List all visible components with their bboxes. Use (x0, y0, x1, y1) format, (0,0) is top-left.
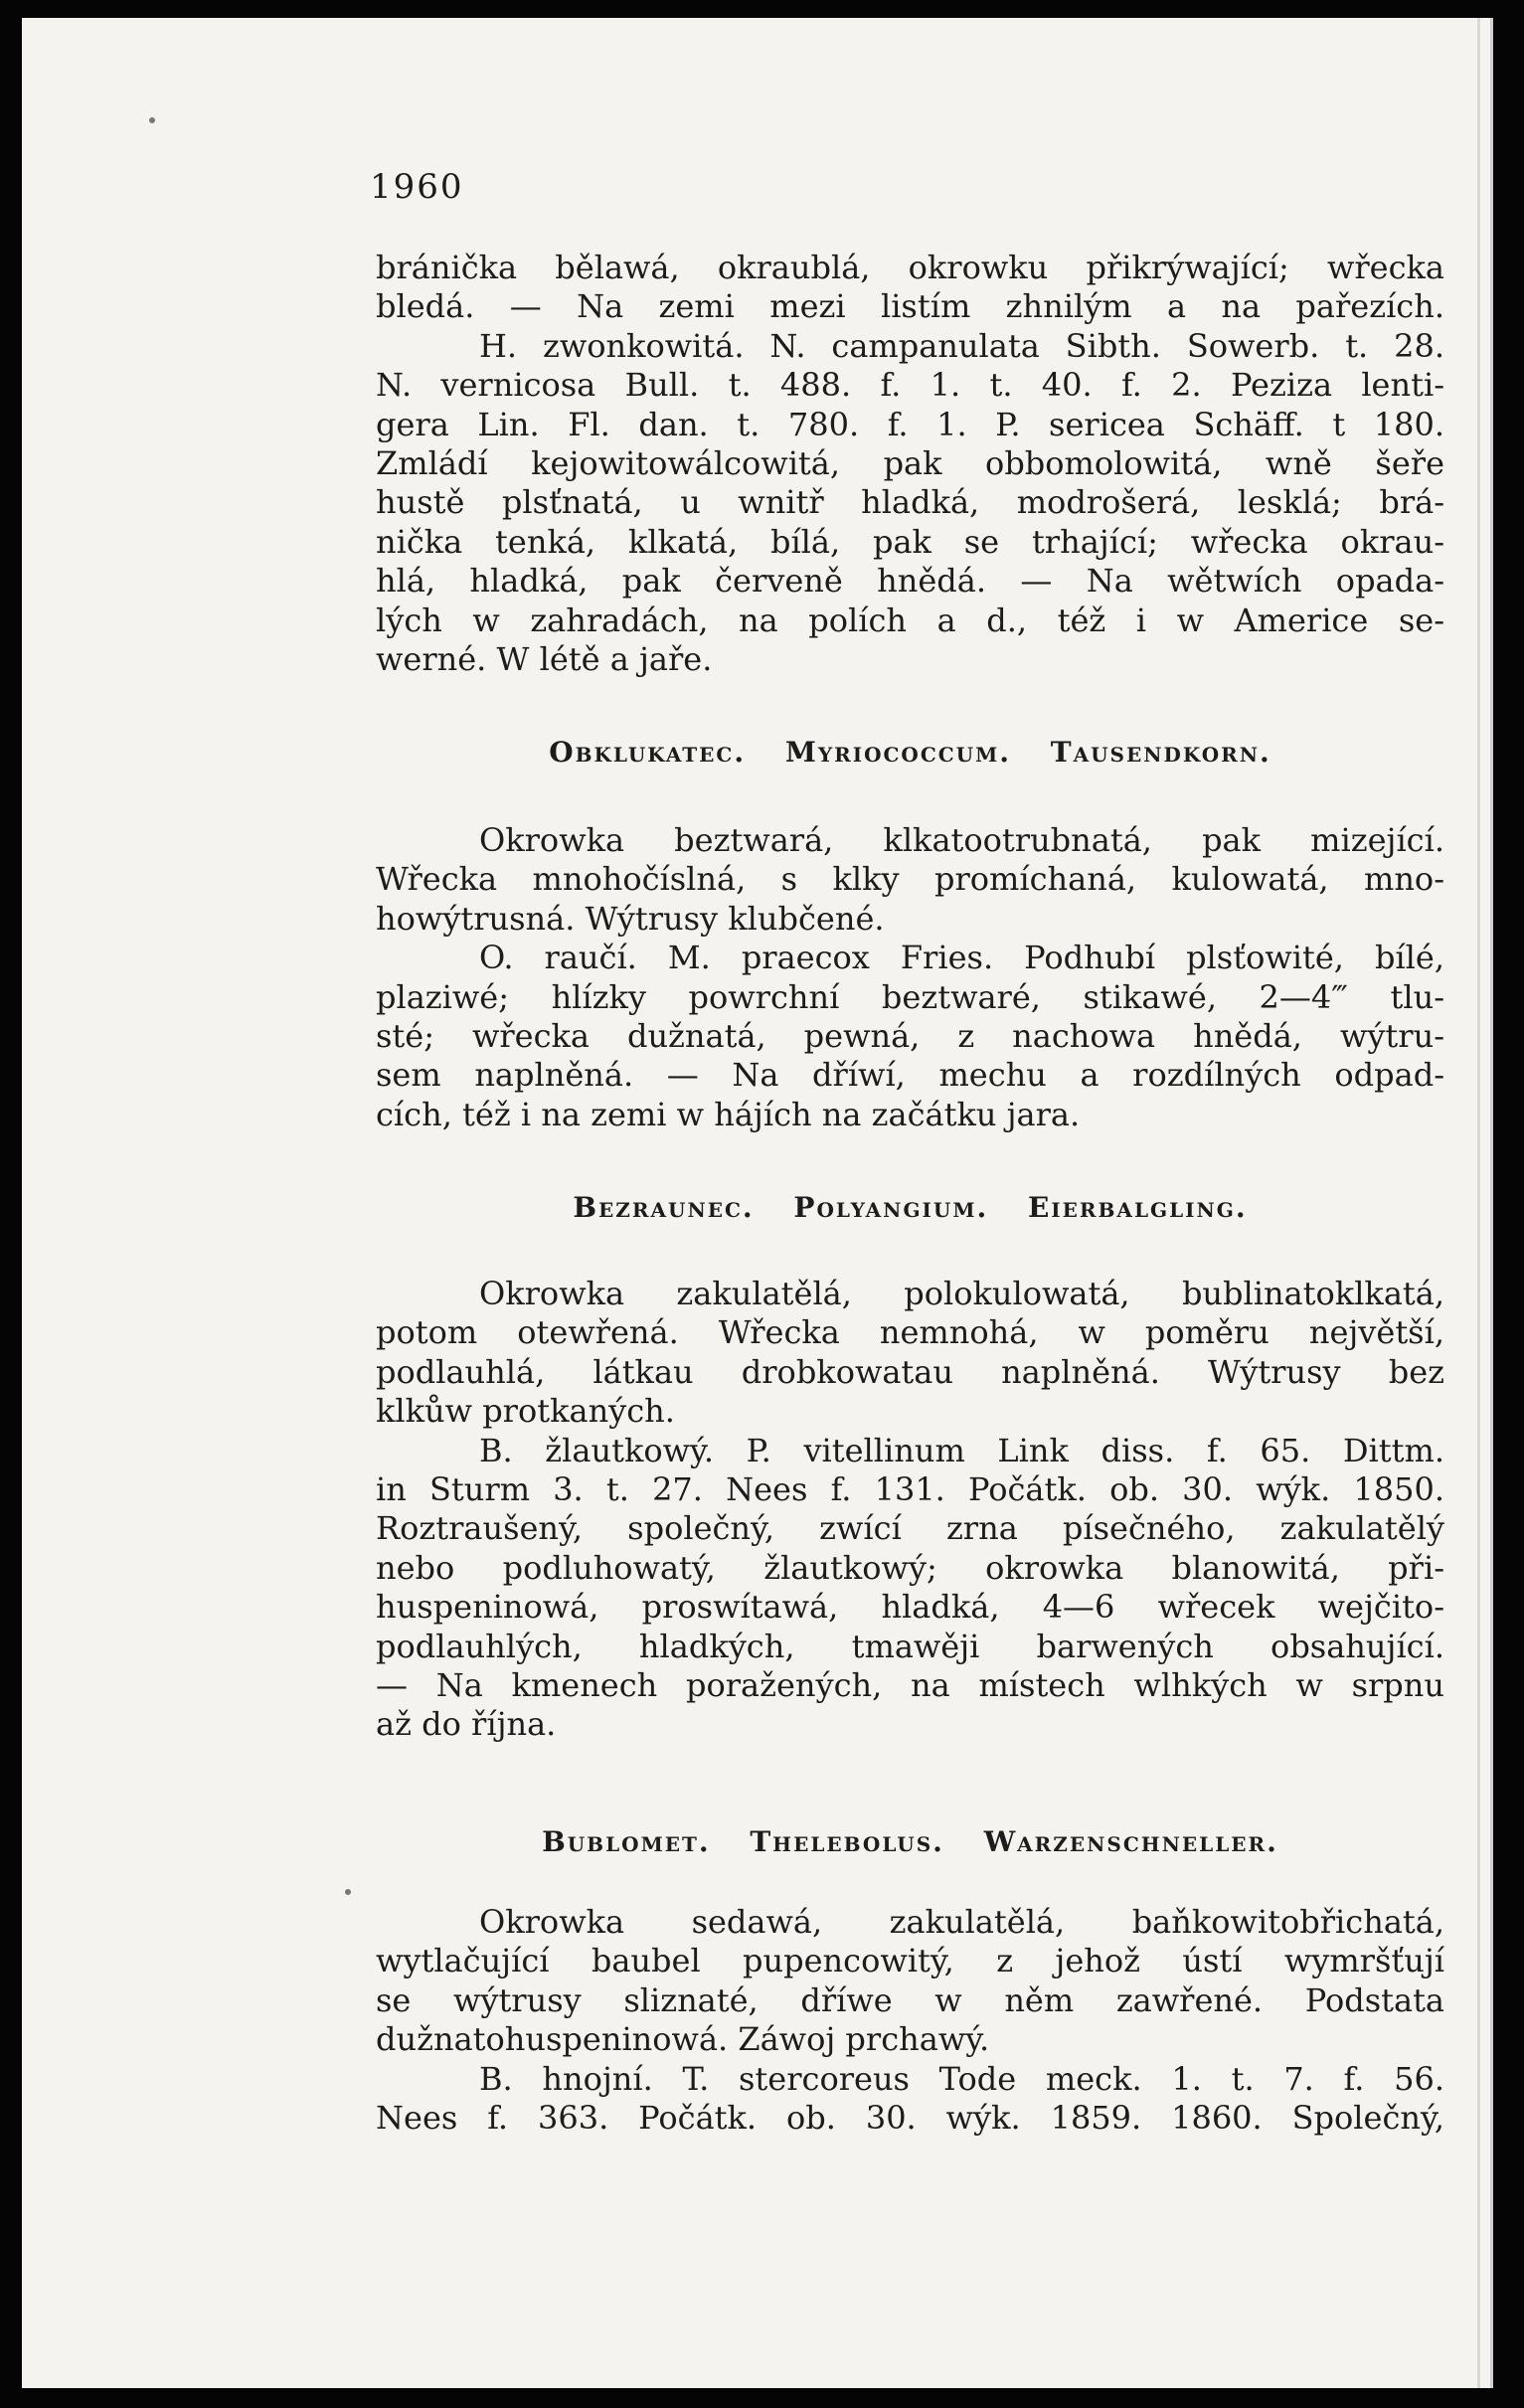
text-line: gera Lin. Fl. dan. t. 780. f. 1. P. sericea Schäff. t 180. (376, 405, 1444, 443)
text-line: hlá, hladká, pak červeně hnědá. — Na wětwích opada- (376, 562, 1444, 601)
text-line: až do října. (376, 1705, 557, 1744)
text-line: Roztraušený, společný, zwící zrna písečného, zakulatělý (376, 1509, 1444, 1548)
genus-czech-name: Bezraunec. (573, 1191, 755, 1224)
text-line: in Sturm 3. t. 27. Nees f. 131. Počátk. ob. 30. wýk. 1850. (376, 1470, 1444, 1509)
text-line: potom otewřená. Wřecka nemnohá, w poměru největší, (376, 1313, 1444, 1352)
genus-heading-thelebolus (376, 1825, 1444, 1858)
section-polyangium-text (376, 1275, 1444, 1745)
text-line: Okrowka sedawá, zakulatělá, baňkowitobřichatá, (479, 1903, 1444, 1941)
text-line: bledá. — Na zemi mezi listím zhnilým a na pařezích. (376, 287, 1444, 326)
section-myriococcum-text (376, 821, 1444, 1134)
page-edge (1477, 18, 1480, 2388)
text-line: Nees f. 363. Počátk. ob. 30. wýk. 1859. 1860. Společný, (376, 2099, 1444, 2138)
speck-bottom (345, 1889, 351, 1895)
text-line: huspeninowá, proswítawá, hladká, 4—6 wřecek wejčito- (376, 1588, 1444, 1627)
section-thelebolus-text (376, 1903, 1444, 2138)
text-line: B. hnojní. T. stercoreus Tode meck. 1. t. 7. f. 56. (479, 2059, 1444, 2098)
text-line: podlauhlá, látkau drobkowatau naplněná. Wýtrusy bez (376, 1352, 1444, 1391)
section-hymenula-text (376, 249, 1444, 679)
text-line: podlauhlých, hladkých, tmawěji barwených obsahující. (376, 1627, 1444, 1665)
text-line: Okrowka zakulatělá, polokulowatá, bublinatoklkatá, (479, 1275, 1444, 1312)
text-line: howýtrusná. Wýtrusy klubčené. (376, 899, 885, 938)
text-line: O. raučí. M. praecox Fries. Podhubí plsťowité, bílé, (479, 939, 1444, 977)
text-line: werné. W létě a jaře. (376, 640, 713, 679)
text-line: Wřecka mnohočíslná, s klky promíchaná, kulowatá, mno- (376, 860, 1444, 899)
genus-heading-polyangium (376, 1191, 1444, 1224)
text-line: sem naplněná. — Na dříwí, mechu a rozdílných odpad- (376, 1056, 1444, 1095)
text-line: nička tenká, klkatá, bílá, pak se trhající; wřecka okrau- (376, 522, 1444, 561)
page-number: 1960 (370, 167, 464, 207)
text-line: plaziwé; hlízky powrchní beztwaré, stikawé, 2—4‴ tlu- (376, 977, 1444, 1016)
text-line: Zmládí kejowitowálcowitá, pak obbomolowitá, wně šeře (376, 444, 1444, 483)
genus-czech-name: Obklukatec. (549, 736, 747, 769)
text-line: sté; wřecka dužnatá, pewná, z nachowa hnědá, wýtru- (376, 1017, 1444, 1056)
text-line: cích, též i na zemi w hájích na začátku jara. (376, 1095, 1081, 1133)
genus-heading-myriococcum (376, 736, 1444, 769)
text-line: klkůw protkaných. (376, 1392, 675, 1431)
genus-german-name: Warzenschneller. (983, 1825, 1278, 1858)
text-line: B. žlautkowý. P. vitellinum Link diss. f. 65. Dittm. (479, 1431, 1444, 1469)
text-line: Okrowka beztwará, klkatootrubnatá, pak mizející. (479, 821, 1444, 859)
book-page (22, 18, 1493, 2388)
genus-czech-name: Bublomet. (542, 1825, 711, 1858)
text-line: H. zwonkowitá. N. campanulata Sibth. Sowerb. t. 28. (479, 326, 1444, 365)
text-line: dužnatohuspeninowá. Záwoj prchawý. (376, 2020, 990, 2059)
genus-german-name: Tausendkorn. (1050, 736, 1271, 769)
text-line: lých w zahradách, na polích a d., též i w Americe se- (376, 601, 1444, 639)
genus-german-name: Eierbalgling. (1027, 1191, 1248, 1224)
text-line: nebo podluhowatý, žlautkowý; okrowka blanowitá, při- (376, 1548, 1444, 1587)
genus-latin-name: Myriococcum. (784, 736, 1012, 769)
genus-latin-name: Thelebolus. (750, 1825, 944, 1858)
text-line: — Na kmenech poražených, na místech wlhkých w srpnu (376, 1666, 1444, 1705)
text-line: se wýtrusy sliznaté, dříwe w něm zawřené. Podstata (376, 1980, 1444, 2019)
text-line: wytlačující baubel pupencowitý, z jehož ústí wymršťují (376, 1942, 1444, 1980)
text-line: N. vernicosa Bull. t. 488. f. 1. t. 40. f. 2. Peziza lenti- (376, 366, 1444, 405)
text-line: hustě plsťnatá, u wnitř hladká, modrošerá, lesklá; brá- (376, 483, 1444, 522)
text-line: bránička bělawá, okraublá, okrowku přikrýwající; wřecka (376, 249, 1444, 286)
genus-latin-name: Polyangium. (793, 1191, 989, 1224)
speck-top (149, 117, 155, 123)
